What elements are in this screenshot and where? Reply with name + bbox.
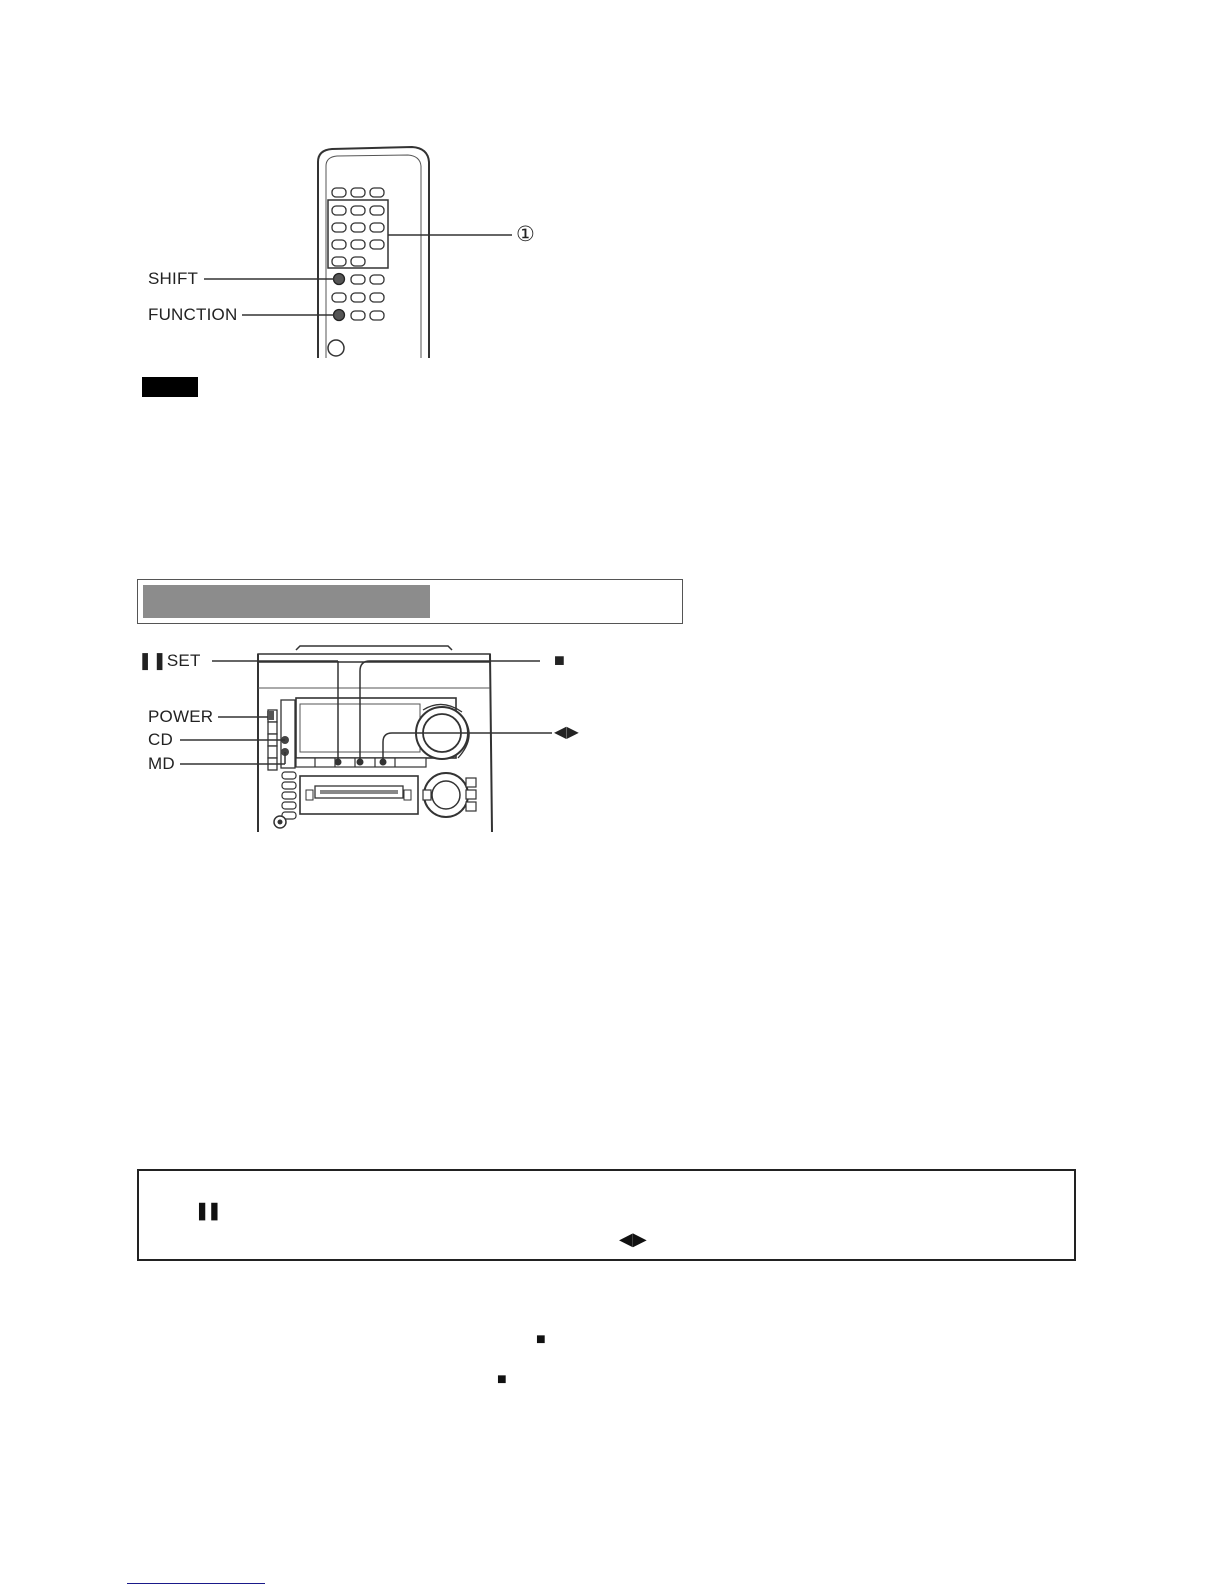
note-tag bbox=[142, 377, 198, 397]
footer-link[interactable] bbox=[127, 1582, 265, 1584]
skip-symbol: ◀▶ bbox=[619, 1229, 647, 1249]
stop-label: ■ bbox=[554, 650, 566, 670]
skip-label: ◀▶ bbox=[554, 724, 580, 741]
remote-figure bbox=[140, 140, 560, 360]
section-header-fill bbox=[143, 585, 430, 618]
stop-symbol-2: ■ bbox=[497, 1371, 507, 1388]
unit-figure bbox=[140, 640, 600, 835]
section-header-bar bbox=[137, 579, 683, 624]
pause-set-label: ❚❚SET bbox=[138, 651, 201, 670]
pause-symbol: ❚❚ bbox=[195, 1201, 220, 1220]
info-box bbox=[137, 1169, 1076, 1261]
power-label: POWER bbox=[148, 707, 214, 726]
remote-control-illustration bbox=[140, 140, 560, 360]
stereo-unit-illustration bbox=[140, 640, 600, 835]
function-label: FUNCTION bbox=[148, 305, 238, 324]
stop-symbol-1: ■ bbox=[536, 1331, 546, 1348]
cd-label: CD bbox=[148, 730, 173, 749]
callout-1-label: ① bbox=[516, 223, 536, 246]
shift-label: SHIFT bbox=[148, 269, 199, 288]
md-label: MD bbox=[148, 754, 175, 773]
